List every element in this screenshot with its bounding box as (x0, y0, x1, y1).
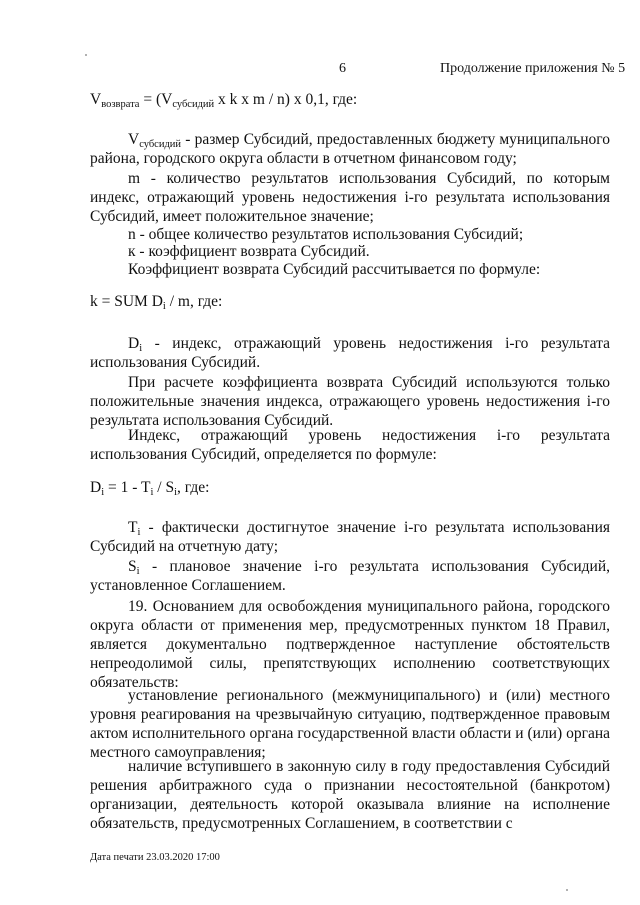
definition-di: $D_i$ - индекс, отражающий уровень недостижения i-го результата использования Субсидий. (90, 335, 610, 371)
page-number: 6 (339, 61, 346, 76)
definition-k: к - коэффициент возврата Субсидий. (128, 243, 370, 260)
definition-ti: $T_i$ - фактически достигнутое значение i-го результата использования Субсидий на отчетную дату; (90, 519, 610, 555)
index-formula-intro: Индекс, отражающий уровень недостижения i-го результата использования Субсидий, определяется по формуле: (90, 427, 610, 463)
formula-v-return: $V_{возврата} = (V_{субсидий}$ x k x m / n) x 0,1, где: (90, 91, 358, 110)
clause-19-item-bankruptcy: наличие вступившего в законную силу в году предоставления Субсидий решения арбитражного суда о признании несостоятельной (банкротом) организации, деятельность которой оказывала влияние на исполнение обязательств, предусмотренных Соглашением, в соответствии с (90, 758, 610, 832)
k-formula-intro: Коэффициент возврата Субсидий рассчитывается по формуле: (128, 261, 541, 278)
definition-v-subsidies: $V_{субсидий}$ - размер Субсидий, предоставленных бюджету муниципального района, городского округа области в отчетном финансовом году; (90, 131, 610, 167)
formula-k: k = SUM $D_i$ / m, где: (90, 293, 223, 312)
clause-19-item-emergency: установление регионального (межмуниципального) и (или) местного уровня реагирования на чрезвычайную ситуацию, подтвержденное правовым актом исполнительного органа государственной власти области и (или) органа местного самоуправления; (90, 687, 610, 761)
definition-n: n - общее количество результатов использования Субсидий; (128, 226, 524, 243)
clause-19: 19. Основанием для освобождения муниципального района, городского округа области от применения мер, предусмотренных пунктом 18 Правил, является документально подтвержденное наступление обстоятельств непреодолимой силы, препятствующих исполнению соответствующих обязательств: (90, 598, 610, 691)
definition-si: $S_i$ - плановое значение i-го результата использования Субсидий, установленное Соглашением. (90, 558, 610, 594)
scan-speck (85, 54, 87, 56)
positive-values-note: При расчете коэффициента возврата Субсидий используются только положительные значения индекса, отражающего уровень недостижения i-го результата использования Субсидий. (90, 374, 610, 429)
formula-d: $D_i = 1 - T_i / S_i$, где: (90, 479, 210, 498)
scan-speck (566, 889, 568, 891)
definition-m: m - количество результатов использования Субсидий, по которым индекс, отражающий уровень недостижения i-го результата использования Субсидий, имеет положительное значение; (90, 170, 610, 225)
appendix-continuation-note: Продолжение приложения № 5 (440, 61, 626, 76)
print-date: Дата печати 23.03.2020 17:00 (90, 852, 220, 863)
